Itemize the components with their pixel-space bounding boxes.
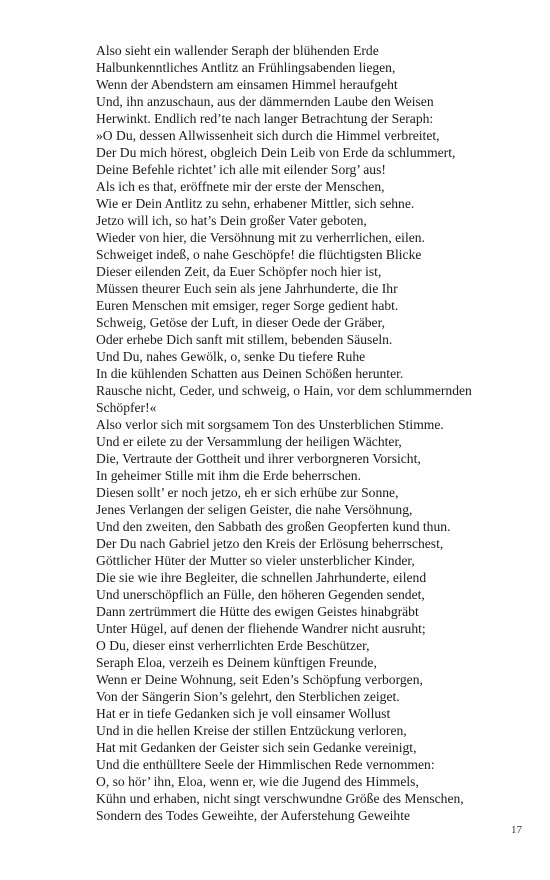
verse-line: Herwinkt. Endlich red’te nach langer Betrachtung der Seraph:	[96, 111, 434, 126]
verse-line: Hat mit Gedanken der Geister sich sein Gedanke vereinigt,	[96, 740, 417, 755]
verse-line: Sondern des Todes Geweihte, der Auferstehung Geweihte	[96, 808, 411, 823]
verse-line: Der Du nach Gabriel jetzo den Kreis der Erlösung beherrschest,	[96, 536, 444, 551]
verse-line: Göttlicher Hüter der Mutter so vieler unsterblicher Kinder,	[96, 553, 415, 568]
verse-line: Wie er Dein Antlitz zu sehn, erhabener Mittler, sich sehne.	[96, 196, 415, 211]
verse-line: Die sie wie ihre Begleiter, die schnellen Jahrhunderte, eilend	[96, 570, 427, 585]
verse-line: Also verlor sich mit sorgsamem Ton des Unsterblichen Stimme.	[96, 417, 444, 432]
verse-line: Kühn und erhaben, nicht singt verschwundne Größe des Menschen,	[96, 791, 464, 806]
verse-line: Wenn der Abendstern am einsamen Himmel heraufgeht	[96, 77, 398, 92]
verse-line: Als ich es that, eröffnete mir der erste der Menschen,	[96, 179, 385, 194]
verse-line: »O Du, dessen Allwissenheit sich durch die Himmel verbreitet,	[96, 128, 440, 143]
verse-line: Euren Menschen mit emsiger, reger Sorge gedient habt.	[96, 298, 399, 313]
verse-text	[96, 42, 536, 824]
verse-line: Und den zweiten, den Sabbath des großen Geopferten kund thun.	[96, 519, 451, 534]
verse-line: Also sieht ein wallender Seraph der blühenden Erde	[96, 43, 379, 58]
verse-line: In geheimer Stille mit ihm die Erde beherrschen.	[96, 468, 361, 483]
verse-line: O, so hör’ ihn, Eloa, wenn er, wie die Jugend des Himmels,	[96, 774, 419, 789]
verse-line: Schweig, Getöse der Luft, in dieser Oede der Gräber,	[96, 315, 385, 330]
verse-line: Deine Befehle richtet’ ich alle mit eilender Sorg’ aus!	[96, 162, 386, 177]
verse-line: Dann zertrümmert die Hütte des ewigen Geistes hinabgräbt	[96, 604, 419, 619]
verse-line: Jenes Verlangen der seligen Geister, die nahe Versöhnung,	[96, 502, 413, 517]
verse-line: Rausche nicht, Ceder, und schweig, o Hain, vor dem schlummernden	[96, 383, 472, 398]
verse-line: Müssen theurer Euch sein als jene Jahrhunderte, die Ihr	[96, 281, 398, 296]
verse-line: Und unerschöpflich an Fülle, den höheren Gegenden sendet,	[96, 587, 425, 602]
verse-line: Und in die hellen Kreise der stillen Entzückung verloren,	[96, 723, 407, 738]
verse-line: Jetzo will ich, so hat’s Dein großer Vater geboten,	[96, 213, 367, 228]
verse-line: Und, ihn anzuschaun, aus der dämmernden Laube den Weisen	[96, 94, 434, 109]
verse-line: Dieser eilenden Zeit, da Euer Schöpfer noch hier ist,	[96, 264, 382, 279]
verse-line: Diesen sollt’ er noch jetzo, eh er sich erhübe zur Sonne,	[96, 485, 399, 500]
verse-line: Hat er in tiefe Gedanken sich je voll einsamer Wollust	[96, 706, 391, 721]
verse-line: Und die enthülltere Seele der Himmlischen Rede vernommen:	[96, 757, 435, 772]
verse-line: O Du, dieser einst verherrlichten Erde Beschützer,	[96, 638, 370, 653]
verse-line: Der Du mich hörest, obgleich Dein Leib von Erde da schlummert,	[96, 145, 456, 160]
verse-line: Von der Sängerin Sion’s gelehrt, den Sterblichen zeiget.	[96, 689, 400, 704]
verse-line: Und er eilete zu der Versammlung der heiligen Wächter,	[96, 434, 402, 449]
verse-line: Die, Vertraute der Gottheit und ihrer verborgneren Vorsicht,	[96, 451, 421, 466]
verse-line: Schöpfer!«	[96, 400, 157, 415]
verse-line: Wieder von hier, die Versöhnung mit zu verherrlichen, eilen.	[96, 230, 425, 245]
verse-line: Unter Hügel, auf denen der fliehende Wandrer nicht ausruht;	[96, 621, 426, 636]
verse-line: Schweiget indeß, o nahe Geschöpfe! die flüchtigsten Blicke	[96, 247, 422, 262]
verse-line: In die kühlenden Schatten aus Deinen Schößen herunter.	[96, 366, 404, 381]
page-number: 17	[511, 824, 522, 836]
verse-line: Halbunkenntliches Antlitz an Frühlingsabenden liegen,	[96, 60, 396, 75]
verse-line: Seraph Eloa, verzeih es Deinem künftigen Freunde,	[96, 655, 377, 670]
verse-line: Wenn er Deine Wohnung, seit Eden’s Schöpfung verborgen,	[96, 672, 423, 687]
verse-line: Und Du, nahes Gewölk, o, senke Du tiefere Ruhe	[96, 349, 366, 364]
verse-line: Oder erhebe Dich sanft mit stillem, bebenden Säuseln.	[96, 332, 393, 347]
